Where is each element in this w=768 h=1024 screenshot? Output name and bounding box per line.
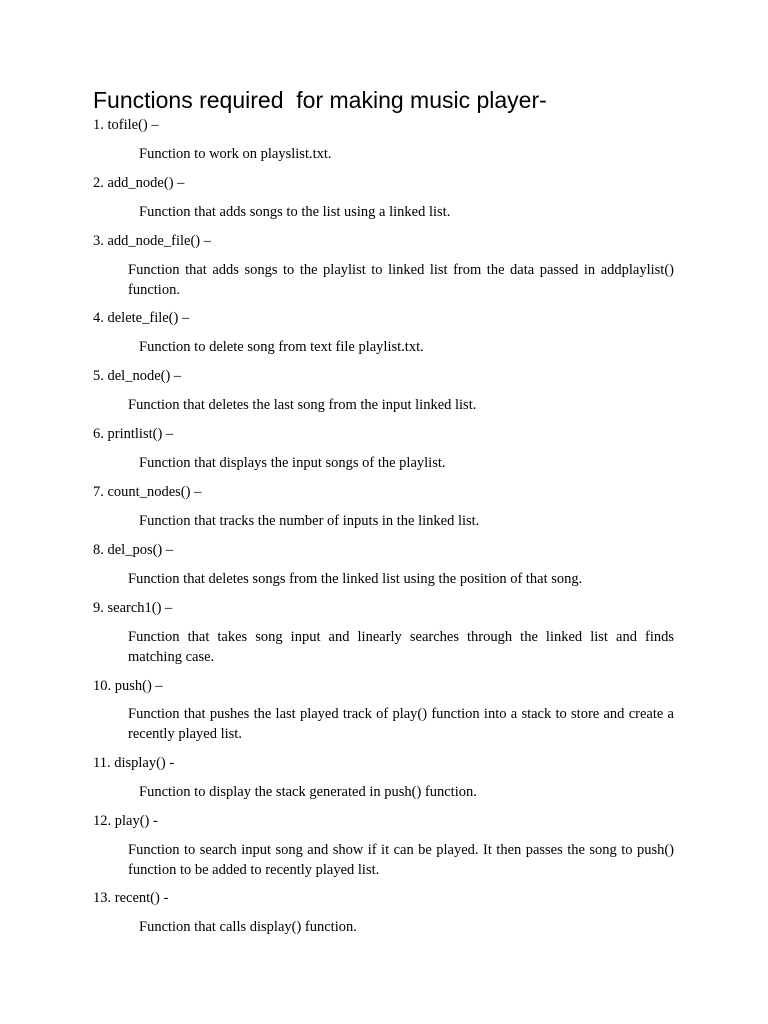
function-heading-play: 12. play() - — [93, 813, 158, 829]
function-heading-tofile: 1. tofile() – — [93, 117, 159, 133]
function-description-tofile: Function to work on playslist.txt. — [139, 146, 332, 162]
function-heading-add-node: 2. add_node() – — [93, 175, 185, 191]
function-description-del-pos: Function that deletes songs from the linked list using the position of that song. — [128, 571, 583, 587]
function-heading-recent: 13. recent() - — [93, 890, 169, 906]
function-heading-delete-file: 4. delete_file() – — [93, 310, 190, 326]
function-description-recent: Function that calls display() function. — [139, 919, 357, 935]
function-heading-count-nodes: 7. count_nodes() – — [93, 484, 202, 500]
function-description-play: Function to search input song and show if it can be played. It then passes the song to push() function to be added to recently played list. — [128, 842, 674, 878]
function-description-count-nodes: Function that tracks the number of inputs in the linked list. — [139, 513, 480, 529]
function-heading-add-node-file: 3. add_node_file() – — [93, 233, 211, 249]
page-title: Functions required for making music player- — [93, 87, 547, 113]
function-heading-del-node: 5. del_node() – — [93, 368, 182, 384]
function-description-del-node: Function that deletes the last song from the input linked list. — [128, 397, 477, 413]
function-heading-display: 11. display() - — [93, 755, 175, 771]
function-heading-search1: 9. search1() – — [93, 600, 173, 616]
function-description-delete-file: Function to delete song from text file playlist.txt. — [139, 339, 424, 355]
function-description-add-node: Function that adds songs to the list using a linked list. — [139, 204, 451, 220]
function-heading-push: 10. push() – — [93, 678, 163, 694]
function-description-push: Function that pushes the last played track of play() function into a stack to store and create a recently played list. — [128, 706, 674, 742]
function-description-add-node-file: Function that adds songs to the playlist to linked list from the data passed in addplaylist() function. — [128, 262, 674, 298]
function-heading-del-pos: 8. del_pos() – — [93, 542, 174, 558]
function-description-search1: Function that takes song input and linearly searches through the linked list and finds matching case. — [128, 629, 674, 665]
function-description-display: Function to display the stack generated in push() function. — [139, 784, 477, 800]
function-heading-printlist: 6. printlist() – — [93, 426, 174, 442]
function-description-printlist: Function that displays the input songs of the playlist. — [139, 455, 446, 471]
